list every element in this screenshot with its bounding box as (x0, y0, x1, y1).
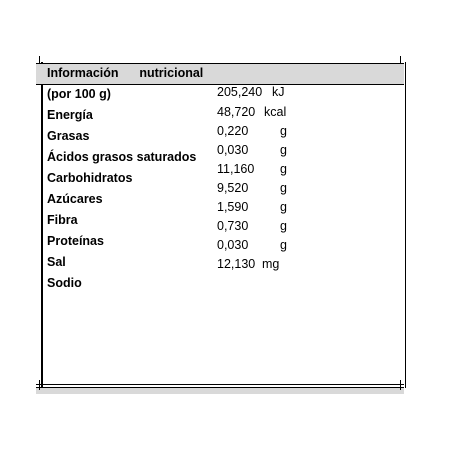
row-label-sodium: Sodio (47, 276, 82, 290)
unit-sodium: mg (262, 257, 280, 271)
value-saturated-fat: 0,030 (217, 143, 249, 157)
table-bottom-rule (36, 384, 404, 385)
row-label-energy: Energía (47, 108, 93, 122)
unit-fat: g (280, 124, 287, 138)
unit-energy-kj: kJ (272, 85, 285, 99)
row-label-protein: Proteínas (47, 234, 104, 248)
value-protein: 0,730 (217, 219, 249, 233)
row-label-saturated-fat: Ácidos grasos saturados (47, 150, 197, 164)
value-energy-kcal: 48,720 (217, 105, 256, 119)
row-label-sugars: Azúcares (47, 192, 103, 206)
unit-salt: g (280, 238, 287, 252)
table-footer-bar (36, 387, 404, 394)
unit-sugars: g (280, 181, 287, 195)
value-carbohydrates: 11,160 (217, 162, 255, 176)
value-fat: 0,220 (217, 124, 249, 138)
value-sodium: 12,130 (217, 257, 256, 271)
row-label-fat: Grasas (47, 129, 90, 143)
value-sugars: 9,520 (217, 181, 249, 195)
corner-mark-bottom-right (400, 380, 401, 390)
corner-mark-bottom-left (39, 380, 40, 390)
row-label-serving: (por 100 g) (47, 87, 111, 101)
value-energy-kj: 205,240 (217, 85, 263, 99)
unit-carbohydrates: g (280, 162, 287, 176)
row-label-fibre: Fibra (47, 213, 78, 227)
value-salt: 0,030 (217, 238, 249, 252)
row-label-salt: Sal (47, 255, 66, 269)
value-fibre: 1,590 (217, 200, 249, 214)
unit-protein: g (280, 219, 287, 233)
unit-saturated-fat: g (280, 143, 287, 157)
table-title: Información nutricional (47, 66, 204, 80)
row-label-carbohydrates: Carbohidratos (47, 171, 133, 185)
unit-energy-kcal: kcal (264, 105, 287, 119)
unit-fibre: g (280, 200, 287, 214)
